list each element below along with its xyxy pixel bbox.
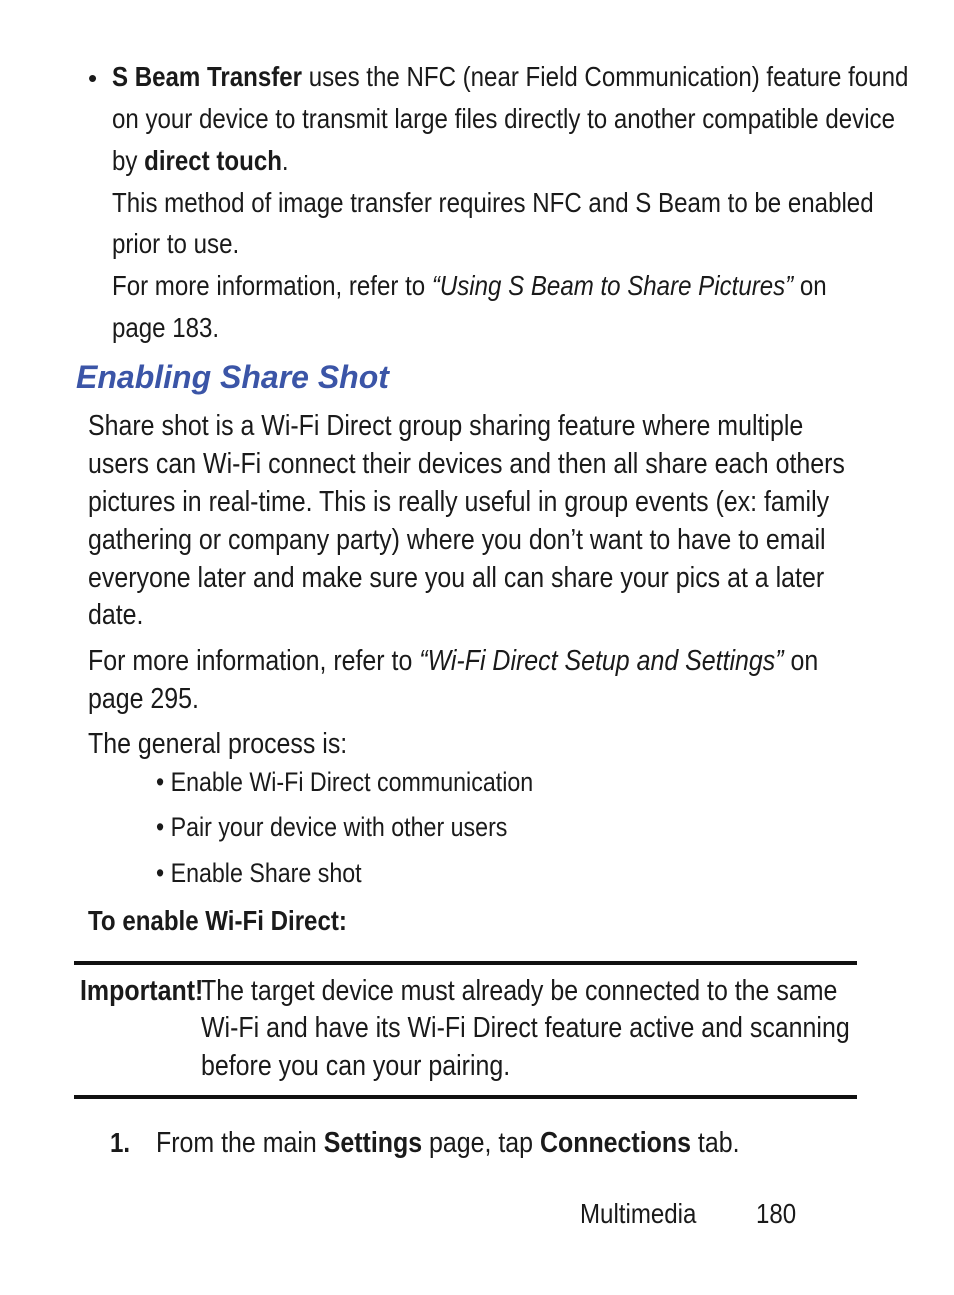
step-suffix: tab. — [691, 1127, 740, 1159]
ref-prefix: For more information, refer to — [88, 645, 420, 677]
important-line: before you can your pairing. — [201, 1050, 511, 1082]
note-top-rule — [74, 961, 857, 965]
bullet-line-1 — [112, 60, 908, 94]
intro-line: users can Wi-Fi connect their devices and then all share each others — [88, 448, 845, 480]
note-bottom-rule — [74, 1095, 857, 1099]
important-line: Wi-Fi and have its Wi-Fi Direct feature active and scanning — [201, 1012, 850, 1044]
section-ref-page: page 295. — [88, 683, 199, 715]
intro-line: date. — [88, 599, 144, 631]
ref-on: on — [793, 270, 827, 301]
step-prefix: From the main — [156, 1127, 324, 1159]
bullet-ref-page: page 183. — [112, 312, 220, 343]
bullet-line-2: on your device to transmit large files directly to another compatible device — [112, 103, 895, 134]
bullet-line-3-suffix: . — [281, 145, 289, 176]
bullet-line-1-text: uses the NFC (near Field Communication) feature found — [302, 61, 909, 92]
intro-line: Share shot is a Wi-Fi Direct group sharing feature where multiple — [88, 410, 804, 442]
connections-term: Connections — [539, 1127, 692, 1159]
term-s-beam-transfer: S Beam Transfer — [112, 61, 303, 92]
process-item: • Enable Share shot — [156, 858, 362, 888]
section-reference — [88, 644, 818, 678]
bullet-line-3 — [112, 144, 289, 178]
procedure-heading: To enable Wi-Fi Direct: — [88, 905, 347, 936]
step-number: 1. — [110, 1127, 131, 1158]
intro-line: everyone later and make sure you all can share your pics at a later — [88, 562, 825, 594]
process-item: • Enable Wi-Fi Direct communication — [156, 767, 534, 797]
process-intro: The general process is: — [88, 728, 348, 760]
section-heading: Enabling Share Shot — [76, 359, 389, 395]
ref-on: on — [783, 645, 819, 677]
bullet-line-3-prefix: by — [112, 145, 145, 176]
important-label: Important! — [80, 975, 204, 1007]
intro-line: pictures in real-time. This is really useful in group events (ex: family — [88, 486, 830, 518]
important-line: The target device must already be connected to the same — [201, 975, 838, 1007]
footer-section-name: Multimedia — [580, 1198, 697, 1229]
intro-line: gathering or company party) where you don’t want to have to email — [88, 524, 826, 556]
bullet-reference — [112, 269, 827, 303]
step-text — [156, 1126, 740, 1160]
term-direct-touch: direct touch — [144, 145, 282, 176]
page-number: 180 — [756, 1198, 797, 1229]
bullet-para2-line-2: prior to use. — [112, 228, 240, 259]
bullet-para2-line-1: This method of image transfer requires NFC and S Beam to be enabled — [112, 187, 874, 218]
ref-link-wifi-direct[interactable]: “Wi-Fi Direct Setup and Settings” — [419, 645, 784, 677]
ref-link-s-beam[interactable]: “Using S Beam to Share Pictures” — [431, 270, 794, 301]
process-item: • Pair your device with other users — [156, 812, 508, 842]
bullet-marker: • — [88, 63, 98, 93]
ref-prefix: For more information, refer to — [112, 270, 432, 301]
settings-term: Settings — [323, 1127, 423, 1159]
step-middle: page, tap — [422, 1127, 540, 1159]
